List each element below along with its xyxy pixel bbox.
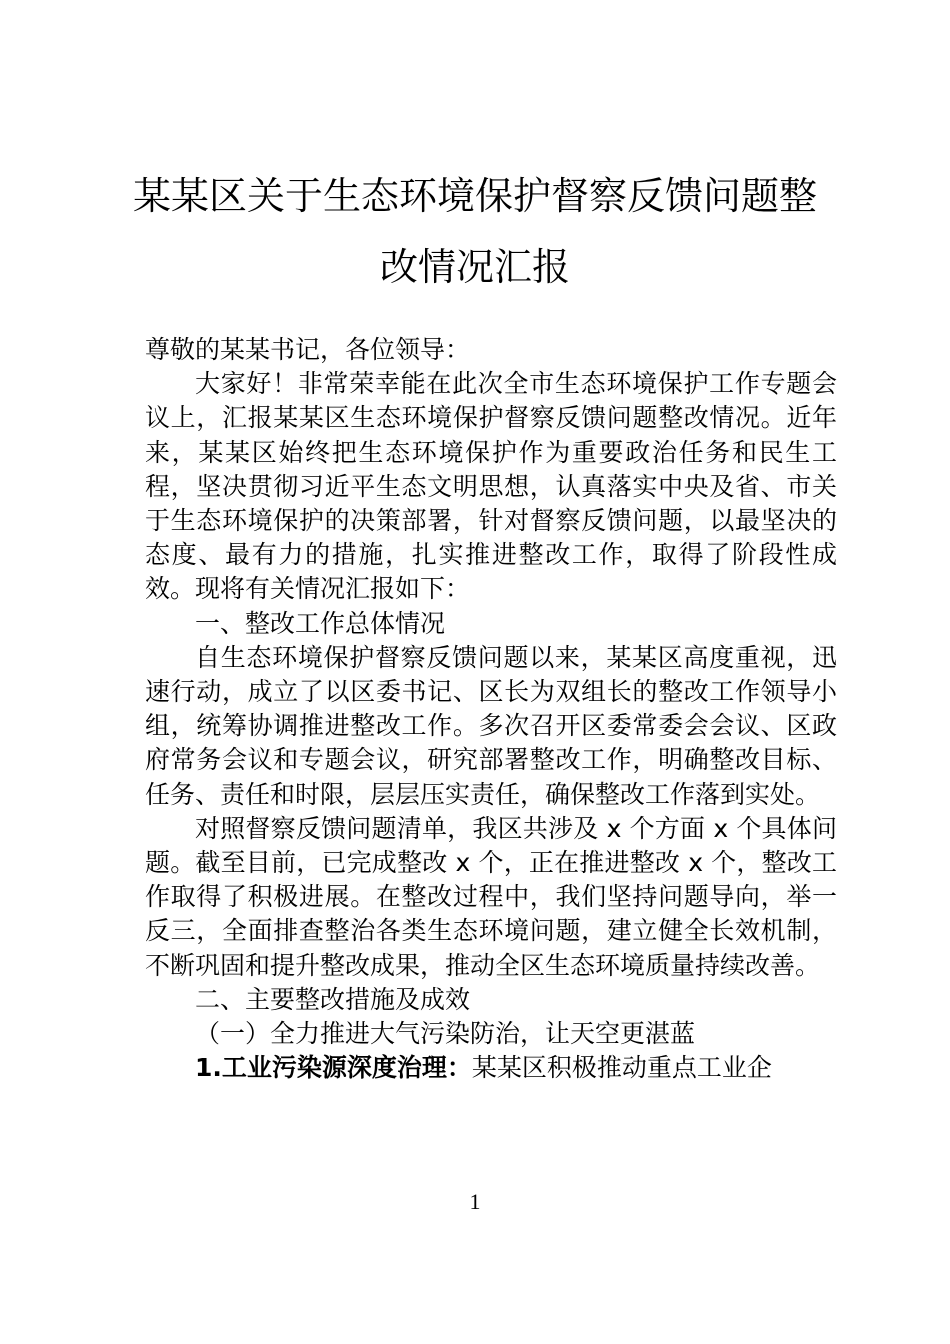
section-1-heading: 一、整改工作总体情况	[195, 608, 446, 638]
document-body	[145, 333, 837, 1085]
section-1-paragraph-2: 对照督察反馈问题清单，我区共涉及 x 个方面 x 个具体问题。截至目前，已完成整改 x 个，正在推进整改 x 个，整改工作取得了积极进展。在整改过程中，我们坚持问题导向，举一反三，全面排查整治各类生态环境问题，建立健全长效机制，不断巩固和提升整改成果，推动全区生态环境质量持续改善。	[145, 813, 837, 980]
salutation: 尊敬的某某书记，各位领导：	[145, 335, 471, 364]
intro-paragraph: 大家好！非常荣幸能在此次全市生态环境保护工作专题会议上，汇报某某区生态环境保护督察反馈问题整改情况。近年来，某某区始终把生态环境保护作为重要政治任务和民生工程，坚决贯彻习近平生态文明思想，认真落实中央及省、市关于生态环境保护的决策部署，针对督察反馈问题，以最坚决的态度、最有力的措施，扎实推进整改工作，取得了阶段性成效。现将有关情况汇报如下：	[145, 369, 837, 604]
section-1-paragraph-1: 自生态环境保护督察反馈问题以来，某某区高度重视，迅速行动，成立了以区委书记、区长为双组长的整改工作领导小组，统筹协调推进整改工作。多次召开区委常委会会议、区政府常务会议和专题会议，研究部署整改工作，明确整改目标、任务、责任和时限，层层压实责任，确保整改工作落到实处。	[145, 642, 837, 809]
section-2-heading: 二、主要整改措施及成效	[195, 984, 471, 1014]
page-number: 1	[469, 1189, 481, 1214]
section-2-subheading-1: （一）全力推进大气污染防治，让天空更湛蓝	[195, 1019, 696, 1049]
item-1-paragraph	[145, 1051, 837, 1085]
item-1-lead: 1.工业污染源深度治理：	[195, 1053, 472, 1083]
item-1-text: 某某区积极推动重点工业企	[471, 1053, 772, 1083]
document-title-line-2: 改情况汇报	[379, 245, 570, 289]
document-title-line-1: 某某区关于生态环境保护督察反馈问题整	[132, 174, 817, 218]
